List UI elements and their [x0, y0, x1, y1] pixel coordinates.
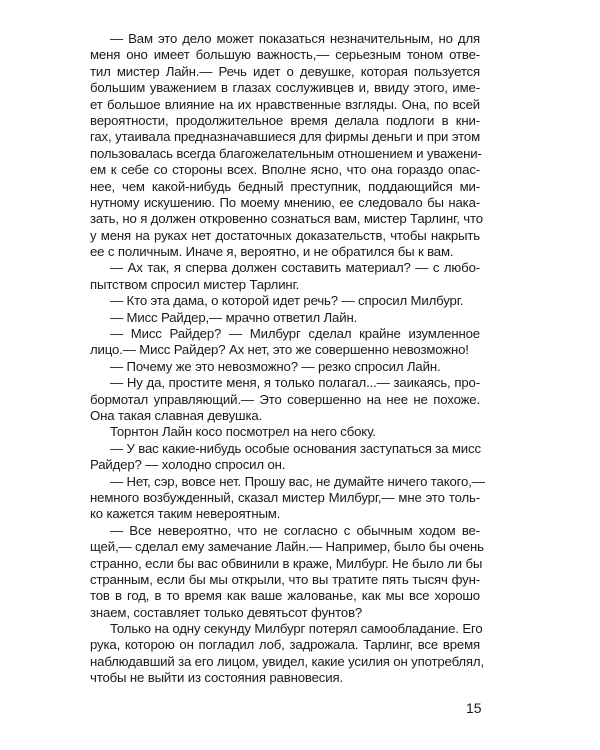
text-line: — Мисс Райдер? — Милбург сделал крайне изумленное — [110, 326, 480, 342]
paragraph — [90, 522, 484, 621]
text-line: Только на одну секунду Милбург потерял самообладание. Его — [110, 621, 483, 637]
text-line: — Нет, сэр, вовсе нет. Прошу вас, не думайте ничего такого,— — [110, 473, 485, 489]
text-line: нее, чем какой-нибудь бедный преступник, поддающийся ми- — [90, 178, 480, 194]
text-line: щей,— сделал ему замечание Лайн.— Например, было бы очень — [90, 539, 484, 555]
text-line: чтобы не выйти из состояния равновесия. — [90, 670, 343, 686]
text-line: — Все невероятно, что не согласно с обычным ходом ве- — [110, 522, 480, 538]
paragraph — [90, 31, 483, 260]
text-line: бормотал управляющий.— Это совершенно на нее не похоже. — [90, 391, 480, 407]
text-line: немного возбужденный, сказал мистер Милбург,— мне это толь- — [90, 489, 480, 505]
text-line: лицо.— Мисс Райдер? Ах нет, это же совершенно невозможно! — [90, 342, 469, 358]
paragraph — [90, 260, 480, 293]
text-line: Она такая славная девушка. — [90, 407, 263, 423]
text-line: у меня на руках нет достаточных доказательств, чтобы накрыть — [90, 227, 480, 243]
text-line: наблюдавший за его лицом, увидел, какие усилия он употреблял, — [90, 653, 484, 669]
text-line: пытством спросил мистер Тарлинг. — [90, 276, 300, 292]
paragraph — [90, 310, 480, 326]
text-line: гах, утаивала предназначавшиеся для фирмы деньги и при этом — [90, 129, 480, 145]
text-line: ет большое влияние на их нравственные взгляды. Она, по всей — [90, 96, 480, 112]
paragraph — [90, 359, 480, 375]
text-line: нутному искушению. По моему мнению, ее следовало бы нака- — [90, 194, 480, 210]
text-line: — У вас какие-нибудь особые основания заступаться за мисс — [110, 440, 481, 456]
paragraph — [90, 441, 480, 474]
text-line: — Ну да, простите меня, я только полагал...— заикаясь, про- — [110, 375, 480, 391]
text-line: странным, если бы мы открыли, что вы тратите пять тысяч фун- — [90, 571, 480, 587]
text-line: — Кто эта дама, о которой идет речь? — спросил Милбург. — [110, 293, 464, 309]
text-line: тил мистер Лайн.— Речь идет о девушке, которая пользуется — [90, 63, 480, 79]
paragraph — [90, 293, 480, 309]
text-line: рука, которою он погладил лоб, задрожала. Тарлинг, все время — [90, 637, 480, 653]
text-line: вероятности, продолжительное время делала подлоги в кни- — [90, 112, 480, 128]
text-line: ко кажется таким невероятным. — [90, 506, 281, 522]
text-line: — Вам это дело может показаться незначительным, но для — [110, 31, 480, 46]
text-line: Райдер? — холодно спросил он. — [90, 457, 286, 473]
text-line: меня оно имеет большую важность,— серьезным тоном отве- — [90, 47, 480, 63]
text-line: знаем, составляет только девятьсот фунтов? — [90, 604, 363, 620]
text-line: ее с поличным. Иначе я, вероятно, и не обратился бы к вам. — [90, 244, 454, 260]
text-line: — Мисс Райдер,— мрачно ответил Лайн. — [110, 309, 358, 325]
paragraph — [90, 326, 480, 359]
text-line: — Почему же это невозможно? — резко спросил Лайн. — [110, 358, 441, 374]
text-line: тов в год, в то время как ваше жалованье, как мы все хорошо — [90, 588, 480, 604]
text-line: большим уважением в глазах сослуживцев и, ввиду этого, име- — [90, 80, 480, 96]
text-line: — Ах так, я сперва должен составить материал? — с любо- — [110, 260, 480, 276]
paragraph — [90, 424, 480, 440]
text-line: зать, но я должен откровенно сознаться вам, мистер Тарлинг, что — [90, 211, 483, 227]
text-line: ем к себе со стороны всех. Вполне ясно, что она гораздо опас- — [90, 162, 480, 178]
paragraph — [90, 375, 480, 424]
text-line: странно, если бы вас обвинили в краже, Милбург. Не было ли бы — [90, 555, 483, 571]
page-body-text — [90, 31, 485, 687]
text-line: пользовалась всегда благожелательным отношением и уважени- — [90, 145, 482, 161]
paragraph — [90, 621, 484, 687]
paragraph — [90, 473, 485, 523]
text-line: Торнтон Лайн косо посмотрел на него сбоку. — [110, 424, 376, 440]
page-number: 15 — [466, 700, 482, 716]
